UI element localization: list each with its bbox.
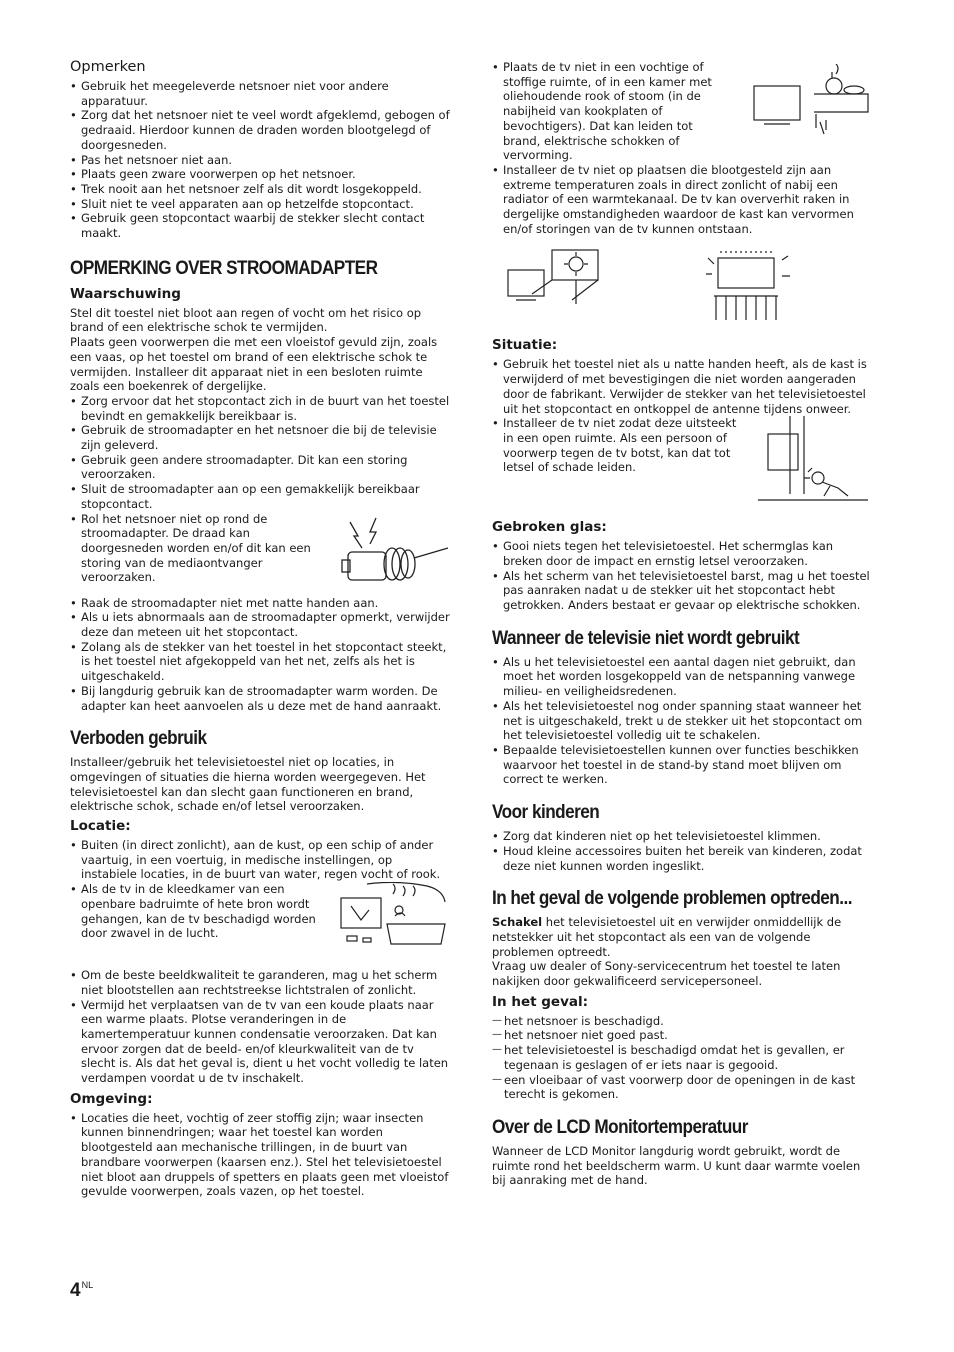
glas-list xyxy=(492,539,870,613)
problemen-para-2: Vraag uw dealer of Sony-servicecentrum het toestel te laten nakijken door gekwalificeerd servicepersoneel. xyxy=(492,959,841,989)
list-item: • Gebruik de stroomadapter en het netsnoer die bij de televisie zijn geleverd. xyxy=(70,423,450,452)
verboden-para: Installeer/gebruik het televisietoestel niet op locaties, in omgevingen of situaties die hierna worden weergegeven. Het televisietoestel kan dan slecht gaan functioneren en brand, elektrische schok, schade en/of letsel veroorzaken. xyxy=(70,755,426,814)
list-item: • Buiten (in direct zonlicht), aan de kust, op een schip of ander vaartuig, in een voertuig, in medische instellingen, op instabiele locaties, in de buurt van water, regen vocht of rook. xyxy=(70,838,450,882)
lcd-heading: Over de LCD Monitortemperatuur xyxy=(492,1115,748,1138)
list-item: • Als de tv in de kleedkamer van een openbare badruimte of hete bron wordt gehangen, kan de tv beschadigd worden door zwavel in de lucht. xyxy=(70,882,325,941)
list-item: — een vloeibaar of vast voorwerp door de openingen in de kast terecht is gekomen. xyxy=(492,1073,870,1102)
list-item: • Bepaalde televisietoestellen kunnen over functies beschikken waarvoor het toestel in de stand-by stand moet blijven om correct te werken. xyxy=(492,743,870,787)
problemen-bold-lead: Schakel xyxy=(492,915,543,930)
list-item: • Vermijd het verplaatsen van de tv van een koude plaats naar een warme plaats. Plotse veranderingen in de kamertemperatuur kunnen condensatie veroorzaken. Dat kan ervoor zorgen dat de beeld- en/of kleurkwaliteit van de tv slecht is. Als dat het geval is, dient u het vocht volledig te laten verdampen voordat u de tv inschakelt. xyxy=(70,998,450,1086)
adapter-list xyxy=(70,394,450,512)
coiled-cord-icon xyxy=(340,514,450,588)
locatie-figure-row xyxy=(70,882,450,958)
list-item: • Pas het netsnoer niet aan. xyxy=(70,153,450,168)
page-number-value: 4 xyxy=(70,1280,81,1301)
adapter-para-2: Plaats geen voorwerpen die met een vloeistof gevuld zijn, zoals een vaas, op het toestel om brand of een elektrische schok te vermijden. Installeer dit apparaat niet in een besloten ruimte zoals een boekenrek of dergelijke. xyxy=(70,335,438,394)
situatie-title: Situatie: xyxy=(492,337,558,354)
list-item: • Installeer de tv niet op plaatsen die blootgesteld zijn aan extreme temperaturen zoals in direct zonlicht of nabij een radiator of een warmtekanaal. De tv kan oververhit raken in dergelijke omstandigheden waardoor de kast kan vervormen en/of storingen van de tv kunnen ontstaan. xyxy=(492,163,870,237)
locatie-list xyxy=(70,838,450,882)
niet-gebruikt-heading: Wanneer de televisie niet wordt gebruikt xyxy=(492,626,800,649)
list-item: • Om de beste beeldkwaliteit te garanderen, mag u het scherm niet blootstellen aan rechtstreekse lichtstralen of zonlicht. xyxy=(70,968,450,997)
list-item: • Houd kleine accessoires buiten het bereik van kinderen, zodat deze niet kunnen worden ingeslikt. xyxy=(492,844,870,873)
list-item: • Raak de stroomadapter niet met natte handen aan. xyxy=(70,596,450,611)
list-item: • Rol het netsnoer niet op rond de stroomadapter. De draad kan doorgesneden worden en/of dit kan een storing van de mediaontvanger veroorzaken. xyxy=(70,512,320,586)
lcd-para: Wanneer de LCD Monitor langdurig wordt gebruikt, wordt de ruimte rond het beeldscherm warm. U kunt daar warmte voelen bij aanraking met de hand. xyxy=(492,1143,861,1188)
list-item: • Trek nooit aan het netsnoer zelf als dit wordt losgekoppeld. xyxy=(70,182,450,197)
list-item: • Installeer de tv niet zodat deze uitsteekt in een open ruimte. Als een persoon of voorwerp tegen de tv botst, kan dat tot letsel of schade leiden. xyxy=(492,416,744,475)
omgeving-list xyxy=(70,1111,450,1199)
locatie-list-2 xyxy=(70,968,450,1086)
kitchen-steam-icon xyxy=(752,64,870,140)
page-lang: NL xyxy=(81,1280,94,1290)
list-item: • Zorg dat het netsnoer niet te veel wordt afgeklemd, gebogen of gedraaid. Hierdoor kunnen de draden worden blootgelegd of doorgesneden. xyxy=(70,108,450,152)
niet-gebruikt-list xyxy=(492,655,870,787)
page-number xyxy=(70,1280,93,1302)
locatie-title: Locatie: xyxy=(70,818,131,835)
opmerken-title: Opmerken xyxy=(70,59,146,75)
list-item: • Locaties die heet, vochtig of zeer stoffig zijn; waar insecten kunnen binnendringen; waar het toestel kan worden blootgesteld aan mechanische trillingen, in de buurt van brandbare voorwerpen (kaarsen enz.). Stel het televisietoestel niet bloot aan druppels of spetters en plaats geen met vloeistof gevulde voorwerpen, zoals vazen, op het toestel. xyxy=(70,1111,450,1199)
list-item: • Zolang als de stekker van het toestel in het stopcontact steekt, is het toestel niet afgekoppeld van het net, zelfs als het is uitgeschakeld. xyxy=(70,640,450,684)
list-item: • Zorg ervoor dat het stopcontact zich in de buurt van het toestel bevindt en gemakkelijk bereikbaar is. xyxy=(70,394,450,423)
list-item: • Gebruik het meegeleverde netsnoer niet voor andere apparatuur. xyxy=(70,79,450,108)
omgeving-figure-row xyxy=(492,60,870,163)
situatie-list xyxy=(492,357,870,416)
right-column xyxy=(492,60,870,1188)
list-item: • Zorg dat kinderen niet op het televisietoestel klimmen. xyxy=(492,829,870,844)
kinderen-list xyxy=(492,829,870,873)
opmerken-list xyxy=(70,79,450,241)
list-item: • Plaats de tv niet in een vochtige of stoffige ruimte, of in een kamer met oliehoudende rook of stoom (in de nabijheid van kookplaten of bevochtigers). Dat kan leiden tot brand, elektrische schokken of vervorming. xyxy=(492,60,732,163)
adapter-figure-row xyxy=(70,512,450,588)
verboden-heading: Verboden gebruik xyxy=(70,727,207,750)
problemen-para-1 xyxy=(492,915,870,959)
list-item: • Gebruik het toestel niet als u natte handen heeft, als de kast is verwijderd of met bevestigingen die niet worden aangeraden door de fabrikant. Verwijder de stekker van het televisietoestel uit het stopcontact en ontkoppel de antenne tijdens onweer. xyxy=(492,357,870,416)
list-item: • Als u iets abnormaals aan de stroomadapter opmerkt, verwijder deze dan meteen uit het stopcontact. xyxy=(70,610,450,639)
wall-mount-collision-icon xyxy=(758,416,868,508)
situatie-fig-list xyxy=(492,416,744,475)
adapter-list-2 xyxy=(70,596,450,714)
list-item: • Sluit de stroomadapter aan op een gemakkelijk bereikbaar stopcontact. xyxy=(70,482,450,511)
problemen-heading: In het geval de volgende problemen optreden... xyxy=(492,887,852,910)
list-item: — het televisietoestel is beschadigd omdat het is gevallen, er tegenaan is geslagen of er iets naar is gegooid. xyxy=(492,1043,870,1072)
kinderen-heading: Voor kinderen xyxy=(492,801,600,824)
list-item: • Gebruik geen andere stroomadapter. Dit kan een storing veroorzaken. xyxy=(70,453,450,482)
list-item: — het netsnoer niet goed past. xyxy=(492,1028,870,1043)
glas-title: Gebroken glas: xyxy=(492,519,607,536)
bathroom-steam-icon xyxy=(337,882,449,958)
omgeving-title: Omgeving: xyxy=(70,1090,153,1107)
adapter-subheading: Waarschuwing xyxy=(70,285,181,302)
heat-figures xyxy=(492,248,870,326)
situatie-figure-row xyxy=(492,416,870,508)
list-item: • Als het scherm van het televisietoestel barst, mag u het toestel pas aanraken nadat u de stekker uit het stopcontact hebt getrokken. Anders bestaat er gevaar op elektrische schokken. xyxy=(492,569,870,613)
geval-list xyxy=(492,1014,870,1102)
list-item: • Plaats geen zware voorwerpen op het netsnoer. xyxy=(70,167,450,182)
geval-title: In het geval: xyxy=(492,993,589,1010)
list-item: • Als u het televisietoestel een aantal dagen niet gebruikt, dan moet het worden losgekoppeld van de netspanning vanwege milieu- en veiligheidsredenen. xyxy=(492,655,870,699)
problemen-para-1-rest: het televisietoestel uit en verwijder onmiddellijk de netstekker uit het stopcontact als een van de volgende problemen optreedt. xyxy=(492,915,842,959)
list-item: • Als het televisietoestel nog onder spanning staat wanneer het net is uitgeschakeld, trekt u de stekker uit het stopcontact om het televisietoestel volledig uit te schakelen. xyxy=(492,699,870,743)
list-item: • Sluit niet te veel apparaten aan op hetzelfde stopcontact. xyxy=(70,197,450,212)
sunlight-window-icon xyxy=(502,248,602,326)
adapter-fig-list xyxy=(70,512,320,586)
left-column xyxy=(70,58,450,1199)
locatie-fig-list xyxy=(70,882,325,941)
adapter-para-1: Stel dit toestel niet bloot aan regen of vocht om het risico op brand of een elektrische schok te vermijden. xyxy=(70,305,422,335)
right-omgeving-list xyxy=(492,163,870,237)
list-item: • Gebruik geen stopcontact waarbij de stekker slecht contact maakt. xyxy=(70,211,450,240)
list-item: — het netsnoer is beschadigd. xyxy=(492,1014,870,1029)
adapter-heading: OPMERKING OVER STROOMADAPTER xyxy=(70,256,378,279)
omgeving-fig-list xyxy=(492,60,732,163)
list-item: • Gooi niets tegen het televisietoestel. Het schermglas kan breken door de impact en ernstig letsel veroorzaken. xyxy=(492,539,870,568)
list-item: • Bij langdurig gebruik kan de stroomadapter warm worden. De adapter kan heet aanvoelen als u deze met de hand aanraakt. xyxy=(70,684,450,713)
radiator-heat-icon xyxy=(702,248,792,326)
